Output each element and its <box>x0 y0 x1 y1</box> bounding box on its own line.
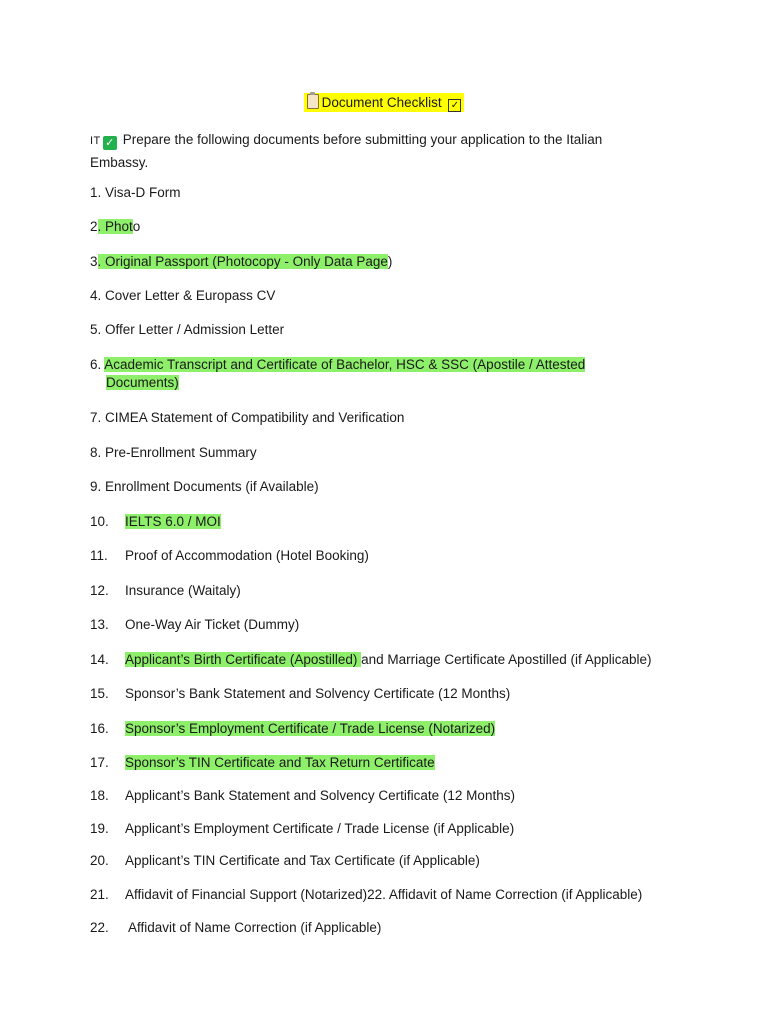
list-item <box>90 287 275 305</box>
item-number: 5. <box>90 322 102 337</box>
item-number: 8. <box>90 445 102 460</box>
title-text: Document Checklist <box>321 95 442 110</box>
item-text: ) <box>387 254 393 269</box>
item-number: 15. <box>90 686 109 701</box>
item-text: o <box>132 219 141 234</box>
item-text: Applicant’s Bank Statement and Solvency Certificate (12 Months) <box>125 788 515 803</box>
item-number: 12. <box>90 583 109 598</box>
item-text: Applicant’s Employment Certificate / Trade License (if Applicable) <box>125 821 515 836</box>
item-number: 16. <box>90 721 109 736</box>
item-number: 11. <box>90 548 108 563</box>
list-item <box>90 616 299 634</box>
item-number: 20. <box>90 853 109 868</box>
item-text: One-Way Air Ticket (Dummy) <box>125 617 300 632</box>
item-text-highlighted: Sponsor’s Employment Certificate / Trade License (Notarized) <box>125 721 496 736</box>
item-number: 7. <box>90 410 102 425</box>
list-item <box>90 444 257 462</box>
item-text-highlighted: IELTS 6.0 / MOI <box>125 514 221 529</box>
intro-text-line2: Embassy. <box>90 155 149 170</box>
item-number: 13. <box>90 617 109 632</box>
item-text-highlighted: . Original Passport (Photocopy - Only Data Page <box>97 254 388 269</box>
document-title <box>0 94 768 112</box>
list-item <box>90 754 435 772</box>
list-item <box>90 478 319 496</box>
list-item <box>90 253 392 271</box>
list-item <box>90 651 652 669</box>
item-text-highlighted: . Phot <box>97 219 133 234</box>
item-text: CIMEA Statement of Compatibility and Verification <box>105 410 405 425</box>
item-text: Proof of Accommodation (Hotel Booking) <box>125 548 369 563</box>
item-number: 9. <box>90 479 102 494</box>
list-item <box>90 218 140 236</box>
item-text: Pre-Enrollment Summary <box>105 445 257 460</box>
list-item <box>90 513 221 531</box>
item-text: Visa-D Form <box>105 185 181 200</box>
list-item <box>90 820 514 838</box>
clipboard-icon <box>307 94 319 109</box>
item-text: Cover Letter & Europass CV <box>105 288 276 303</box>
item-text: and Marriage Certificate Apostilled (if Applicable) <box>361 652 652 667</box>
item-number: 10. <box>90 514 109 529</box>
item-text-highlighted: Documents) <box>106 375 179 390</box>
list-item <box>90 919 381 937</box>
item-text: Enrollment Documents (if Available) <box>105 479 319 494</box>
list-item <box>90 409 404 427</box>
item-number: 3 <box>90 254 98 269</box>
list-item <box>90 582 241 600</box>
item-number: 4. <box>90 288 102 303</box>
item-number: 6. <box>90 357 102 372</box>
green-check-icon: ✓ <box>103 136 117 150</box>
item-text-highlighted: Academic Transcript and Certificate of Bachelor, HSC & SSC (Apostile / Attested <box>104 357 586 372</box>
intro-prefix: IT <box>90 135 101 147</box>
item-number: 2 <box>90 219 98 234</box>
item-text: Applicant’s TIN Certificate and Tax Certificate (if Applicable) <box>125 853 480 868</box>
title-highlight <box>304 93 465 112</box>
item-text: Insurance (Waitaly) <box>125 583 241 598</box>
list-item <box>90 184 181 202</box>
list-item <box>90 852 480 870</box>
list-item <box>90 720 495 738</box>
intro-paragraph <box>90 129 650 174</box>
item-text: Affidavit of Name Correction (if Applicable) <box>125 920 382 935</box>
item-number: 19. <box>90 821 109 836</box>
item-number: 21. <box>90 887 109 902</box>
item-number: 18. <box>90 788 109 803</box>
ballot-box-check-icon: ✓ <box>448 99 461 112</box>
item-text: Offer Letter / Admission Letter <box>105 322 285 337</box>
list-item <box>90 547 369 565</box>
item-number: 14. <box>90 652 109 667</box>
item-number: 1. <box>90 185 102 200</box>
item-text-highlighted: Sponsor’s TIN Certificate and Tax Return Certificate <box>125 755 435 770</box>
item-number: 17. <box>90 755 109 770</box>
item-number: 22. <box>90 920 109 935</box>
intro-text-line1: Prepare the following documents before submitting your application to the Italian <box>122 132 603 147</box>
list-item <box>90 356 600 392</box>
list-item <box>90 787 515 805</box>
item-text-highlighted: Applicant’s Birth Certificate (Apostilled) <box>125 652 362 667</box>
list-item <box>90 886 642 904</box>
list-item <box>90 321 284 339</box>
list-item <box>90 685 510 703</box>
item-text: Affidavit of Financial Support (Notarized)22. Affidavit of Name Correction (if Applicable) <box>125 887 643 902</box>
item-text: Sponsor’s Bank Statement and Solvency Certificate (12 Months) <box>125 686 511 701</box>
